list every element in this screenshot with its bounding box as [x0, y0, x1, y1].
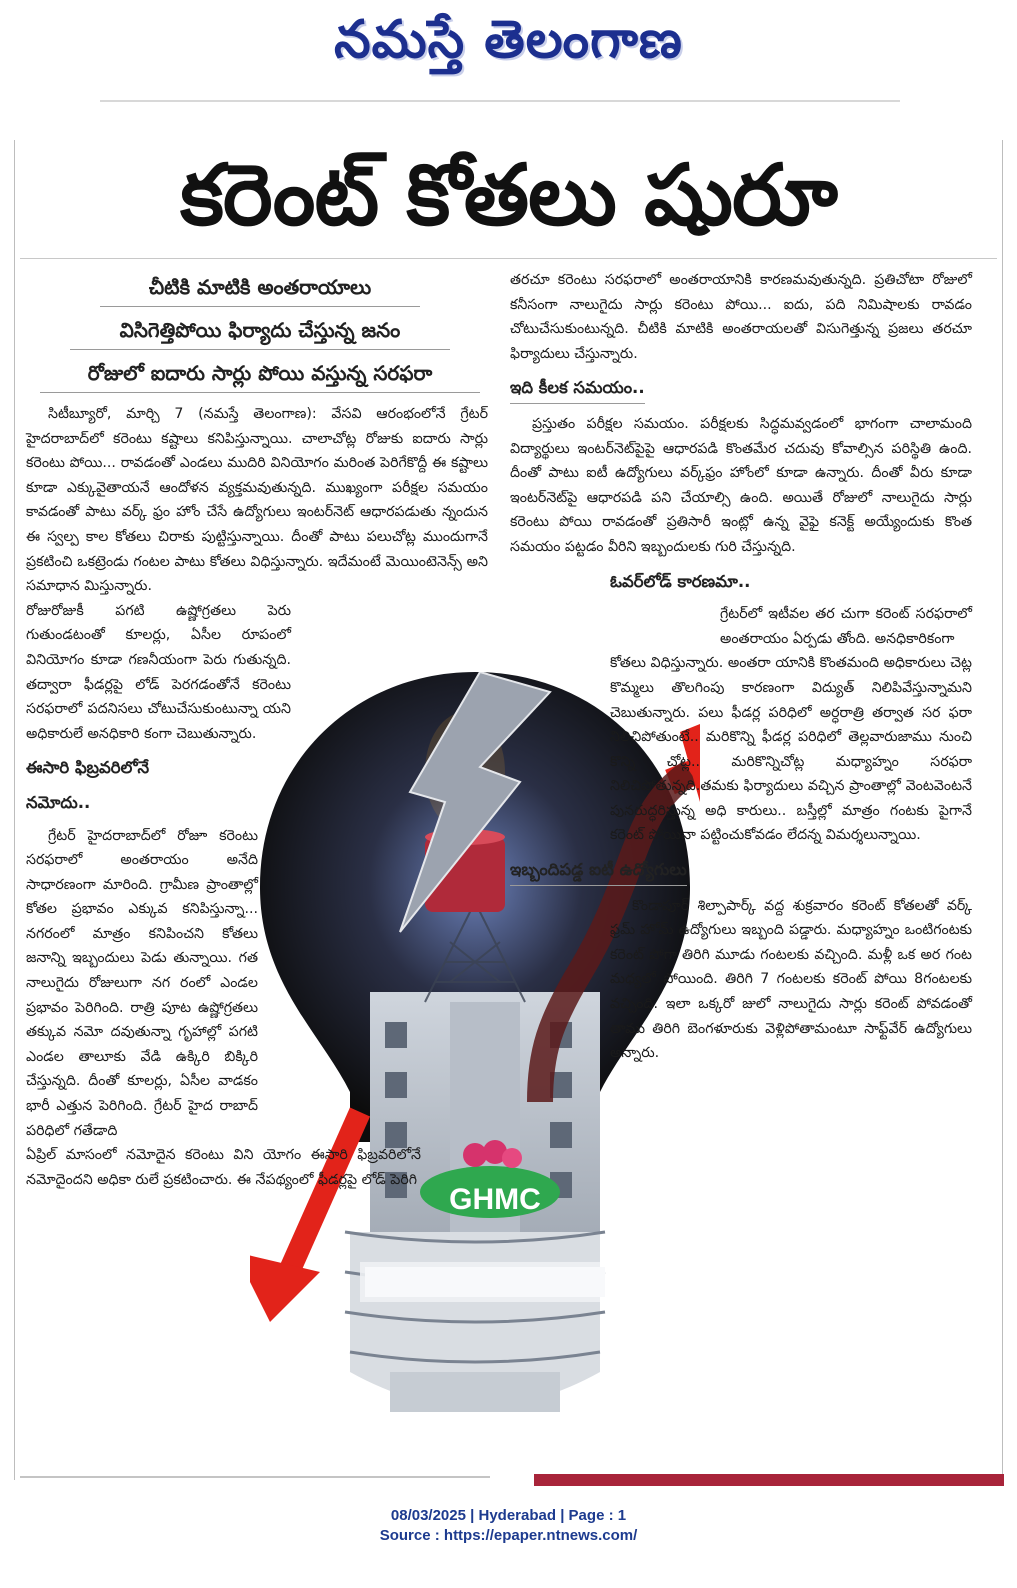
left-para-2-end: ఏప్రిల్ మాసంలో నమోదైన కరెంటు విని యోగం ఈసారి ఫిబ్రవరిలోనే నమోదైందని అధికా రులే ప్రకటించారు. ఈ నేపథ్యంలో ఫీడర్లపై లోడ్ పెరిగి — [26, 1147, 421, 1188]
left-border — [14, 140, 15, 1480]
left-para-1: సిటీబ్యూరో, మార్చి 7 (నమస్తే తెలంగాణ): వేసవి ఆరంభంలోనే గ్రేటర్ హైదరాబాద్‌లో కరెంటు కష్టాలు కనిపిస్తున్నాయి. చాలాచోట్ల రోజుకు ఐదారు సార్లు కరెంటు పోయి... రావడంతో ఎండలు ముదిరి వినియోగం మరింత పెరిగేకొద్దీ ఈ కష్టాలు కూడా ఎక్కువైతాయనే ఆందోళన వ్యక్తమవుతున్నది. ముఖ్యంగా పరీక్షల సమయం కావడంతో పాటు వర్క్ ఫ్రం హోం చేసే ఉద్యోగులు ఇంటర్‌నెట్ ఆధారపడుతు న్నందున ఈ స్వల్ప కాల కోతలు చిరాకు పుట్టిస్తున్నాయి. దీంతో పాటు పలుచోట్ల ముందుగానే ప్రకటించి ఒకట్రెండు గంటల పాటు కోతలు విధిస్తున్నారు. ఇదేమంటే మెయింటెనెన్స్ అని సమాధాన మిస్తున్నారు. — [26, 406, 488, 595]
right-subhead-1: ఇది కీలక సమయం.. — [510, 376, 645, 404]
deck-line-3: రోజులో ఐదారు సార్లు పోయి వస్తున్న సరఫరా — [40, 354, 480, 393]
masthead-title: నమస్తే తెలంగాణ — [334, 10, 683, 70]
deck-block — [40, 268, 480, 397]
right-subhead-2: ఓవర్‌లోడ్ కారణమా.. — [610, 571, 751, 591]
footer — [0, 1506, 1017, 1546]
headline: కరెంట్ కోతలు షురూ — [180, 146, 837, 244]
footer-source: Source : https://epaper.ntnews.com/ — [379, 1527, 638, 1544]
left-subhead-1: ఈసారి ఫిబ్రవరిలోనే — [26, 758, 150, 778]
left-para-1-cont: రోజురోజుకీ పగటి ఉష్ణోగ్రతలు పెరు గుతుండటంతో కూలర్లు, ఏసీల రూపంలో వినియోగం కూడా గణనీయంగా పెరు గుతున్నది. తద్వారా ఫీడర్లపై లోడ్ పెరగడంతోనే కరెంటు సరఫరాలో పదనిసలు చోటుచేసుకుంటున్నా యని అధికారులే అనధికారి కంగా చెబుతున్నారు. — [26, 602, 291, 742]
deck-line-2: విసిగెత్తిపోయి ఫిర్యాదు చేస్తున్న జనం — [70, 311, 450, 350]
deck-line-1: చీటికి మాటికి అంతరాయాలు — [100, 268, 420, 307]
footer-rule-left — [20, 1476, 490, 1478]
ghmc-logo-text: GHMC — [449, 1183, 541, 1216]
right-para-2: ప్రస్తుతం పరీక్షల సమయం. పరీక్షలకు సిద్ధమవ్వడంలో భాగంగా చాలామంది విద్యార్థులు ఇంటర్‌నెట్‌పైపై ఆధారపడి కొంతమేర చదువు కోవాల్సిన పరిస్థితి ఉంది. దీంతో పాటు ఐటీ ఉద్యోగులు వర్క్‌ఫ్రం హోంలో కూడా ఉన్నారు. దీంతో వీరు కూడా ఇంటర్‌నెట్‌పై ఆధారపడి పని చేయాల్సి ఉంది. అయితే రోజులో నాలుగైదు సార్లు కరెంటు పోయి రావడంతో ప్రతిసారీ ఇంట్లో ఉన్న వైఫై కనెక్ట్ అయ్యేందుకు కొంత సమయం పట్టడం వీరిని ఇబ్బందులకు గురి చేస్తున్నది. — [510, 415, 972, 555]
right-para-3b: కోతలు విధిస్తున్నారు. అంతరా యానికి కొంతమంది అధికారులు చెట్ల కొమ్మలు తొలగింపు కారణంగా విద్యుత్ నిలిపివేస్తున్నామని చెబుతున్నారు. పలు ఫీడర్ల పరిధిలో అర్ధరాత్రి తర్వాత సర ఫరా నిలిచిపోతుంటే.. మరికొన్ని ఫీడర్ల పరిధిలో తెల్లవారుజాము నుంచి కొన్ని చోట్ల.. మరికొన్నిచోట్ల మధ్యాహ్నం సరఫరా నిలిచిపోతున్నది.తమకు ఫిర్యాదులు వచ్చిన ప్రాంతాల్లో వెంటవెంటనే పునరుద్ధరిస్తున్న అధి కారులు.. బస్తీల్లో మాత్రం గంటకు పైగానే కరెంట్ పోయినా పట్టించుకోవడం లేదన్న విమర్శలున్నాయి. — [610, 655, 972, 844]
left-para-2: గ్రేటర్ హైదరాబాద్‌లో రోజూ కరెంటు సరఫరాలో అంతరాయం అనేది సాధారణంగా మారింది. గ్రామీణ ప్రాంతాల్లో కోతల ప్రభావం ఎక్కువ కనిపిస్తున్నా... నగరంలో మాత్రం కనిపించని కోతలు జనాన్ని ఇబ్బందులు పెడు తున్నాయి. గత నాలుగైదు రోజులుగా నగ రంలో ఎండల ప్రభావం పెరిగింది. రాత్రి పూట ఉష్ణోగ్రతలు తక్కువ నమో దవుతున్నా గృహాల్లో పగటి ఎండల తాలూకు వేడి ఉక్కిరి బిక్కిరి చేస్తున్నది. దీంతో కూలర్లు, ఏసీల వాడకం భారీ ఎత్తున పెరిగింది. గ్రేటర్ హైద రాబాద్ పరిధిలో గతేడాది — [26, 827, 258, 1139]
left-subhead-1b: నమోదు.. — [26, 792, 91, 812]
footer-bar-right — [534, 1474, 1004, 1486]
right-border — [1002, 140, 1003, 1480]
building-banner — [365, 1267, 605, 1297]
right-column — [510, 268, 972, 1066]
bulb-base — [345, 1232, 605, 1412]
left-column — [26, 402, 488, 1192]
right-para-4: కొండాపూర్ శిల్పాపార్క్ వద్ద శుక్రవారం కరెంట్ కోతలతో వర్క్ ఫ్రమ్ హోమ్ ఉద్యోగులు ఇబ్బంది పడ్డారు. మధ్యాహ్నం ఒంటిగంటకు కరెంట్ పోగా తిరిగి మూడు గంటలకు వచ్చింది. మళ్లీ ఒక అర గంట మధ్యలో పోయింది. తిరిగి 7 గంటలకు కరెంట్ పోయి 8గంటలకు వచ్చింది. ఇలా ఒక్కరో జులో నాలుగైదు సార్లు కరెంట్ పోవడంతో తాము తిరిగి బెంగళూరుకు వెళ్లిపోతామంటూ సాఫ్ట్‌వేర్ ఉద్యోగులు అన్నారు. — [610, 897, 972, 1062]
right-subhead-3: ఇబ్బందిపడ్డ ఐటీ ఉద్యోగులు — [510, 858, 687, 886]
right-para-3a: గ్రేటర్‌లో ఇటీవల తర చుగా కరెంట్ సరఫరాలో అంతరాయం ఏర్పడు తోంది. అనధికారికంగా — [720, 606, 972, 647]
masthead-rule — [100, 100, 900, 102]
headline-rule — [20, 258, 997, 259]
footer-dateline: 08/03/2025 | Hyderabad | Page : 1 — [390, 1507, 627, 1524]
right-para-1: తరచూ కరెంటు సరఫరాలో అంతరాయానికి కారణమవుతున్నది. ప్రతిచోటా రోజులో కనీసంగా నాలుగైదు సార్లు కరెంటు పోయి... ఐదు, పది నిమిషాలకు రావడం చోటుచేసుకుంటున్నది. చీటికి మాటికి అంతరాయలతో విసుగెత్తున్న ప్రజలు తరచూ ఫిర్యాదులు చేస్తున్నారు. — [510, 272, 972, 362]
